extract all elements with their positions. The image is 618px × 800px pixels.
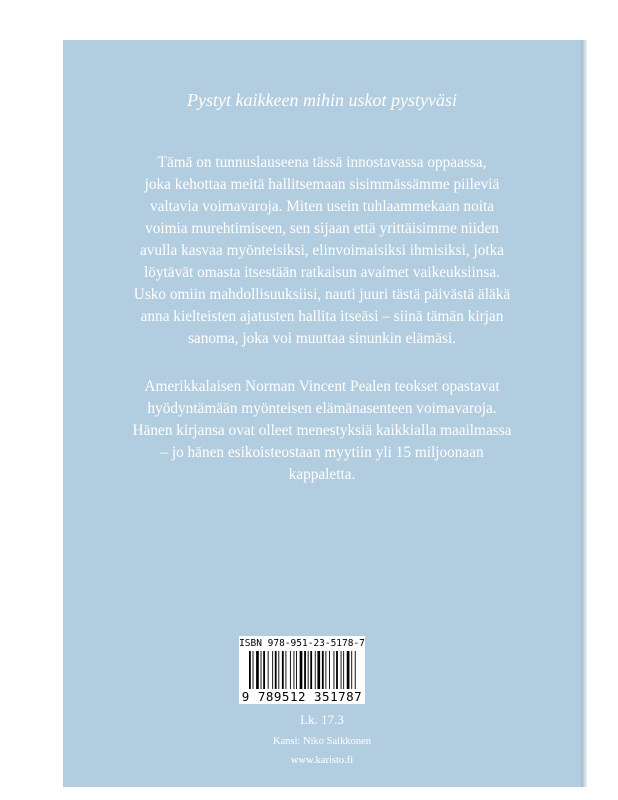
book-back-cover — [63, 40, 581, 787]
text-line: valtavia voimavaroja. Miten usein tuhlaammekaan noita — [149, 198, 495, 215]
text-line: – jo hänen esikoisteostaan myytiin yli 15 miljoonaan — [160, 444, 484, 461]
barcode-stripe — [278, 651, 279, 689]
cover-credit: Kansi: Niko Saikkonen — [273, 736, 371, 747]
text-line: avulla kasvaa myönteisiksi, elinvoimaisiksi ihmisiksi, jotka — [139, 242, 505, 259]
barcode-bars — [249, 651, 357, 689]
barcode-stripe — [351, 651, 352, 689]
barcode-stripe — [325, 651, 326, 689]
barcode-stripe — [310, 651, 312, 689]
barcode-stripe — [256, 651, 259, 689]
barcode-stripe — [253, 651, 254, 689]
barcode-stripe — [282, 651, 284, 689]
barcode-stripe — [249, 651, 251, 689]
barcode-stripe — [355, 651, 356, 689]
barcode-stripe — [261, 651, 262, 689]
barcode-stripe — [285, 651, 286, 689]
text-line: Tämä on tunnuslauseena tässä innostavassa oppaassa, — [157, 154, 487, 171]
barcode-stripe — [296, 651, 297, 689]
barcode-stripe — [268, 651, 269, 689]
barcode-stripe — [336, 651, 338, 689]
barcode-stripe — [343, 651, 344, 689]
barcode-stripe — [304, 651, 306, 689]
text-line: Hänen kirjansa ovat olleet menestyksiä kaikkialla maailmassa — [132, 422, 512, 439]
isbn-number: ISBN 978-951-23-5178-7 — [239, 638, 365, 649]
barcode-stripe — [317, 651, 320, 689]
text-line: Amerikkalaisen Norman Vincent Pealen teokset opastavat — [144, 378, 500, 395]
barcode-stripe — [275, 651, 277, 689]
barcode-stripe — [290, 651, 291, 689]
text-line: anna kielteisten ajatusten hallita itseäsi – siinä tämän kirjan — [140, 308, 504, 325]
cover-edge — [581, 40, 587, 787]
barcode-stripe — [294, 651, 295, 689]
description-paragraph — [63, 152, 581, 350]
text-line: kappaletta. — [288, 466, 356, 483]
barcode-stripe — [263, 651, 265, 689]
text-line: löytävät omasta itsestään ratkaisun avaimet vaikeuksiinsa. — [144, 264, 500, 281]
text-line: joka kehottaa meitä hallitsemaan sisimmässämme piileviä — [144, 176, 500, 193]
barcode-stripe — [272, 651, 273, 689]
barcode-stripe — [308, 651, 309, 689]
publisher-website[interactable]: www.karisto.fi — [290, 755, 354, 766]
text-line: voimia murehtimiseen, sen sijaan että yrittäisimme niiden — [145, 220, 499, 237]
text-line: sanoma, joka voi muuttaa sinunkin elämäsi. — [187, 330, 457, 347]
barcode-stripe — [329, 651, 330, 689]
barcode-stripe — [347, 651, 350, 689]
text-line: Usko omiin mahdollisuuksiisi, nauti juuri tästä päivästä äläkä — [133, 286, 511, 303]
barcode-stripe — [300, 651, 303, 689]
barcode-stripe — [322, 651, 324, 689]
ean-number: 9 789512 351787 — [241, 689, 363, 704]
barcode-stripe — [315, 651, 316, 689]
barcode-stripe — [334, 651, 335, 689]
tagline: Pystyt kaikkeen mihin uskot pystyväsi — [187, 90, 457, 110]
barcode-stripe — [341, 651, 342, 689]
text-line: hyödyntämään myönteisen elämänasenteen voimavaroja. — [147, 400, 497, 417]
library-classification: Lk. 17.3 — [300, 712, 344, 727]
barcode — [239, 636, 365, 704]
author-paragraph — [63, 376, 581, 486]
